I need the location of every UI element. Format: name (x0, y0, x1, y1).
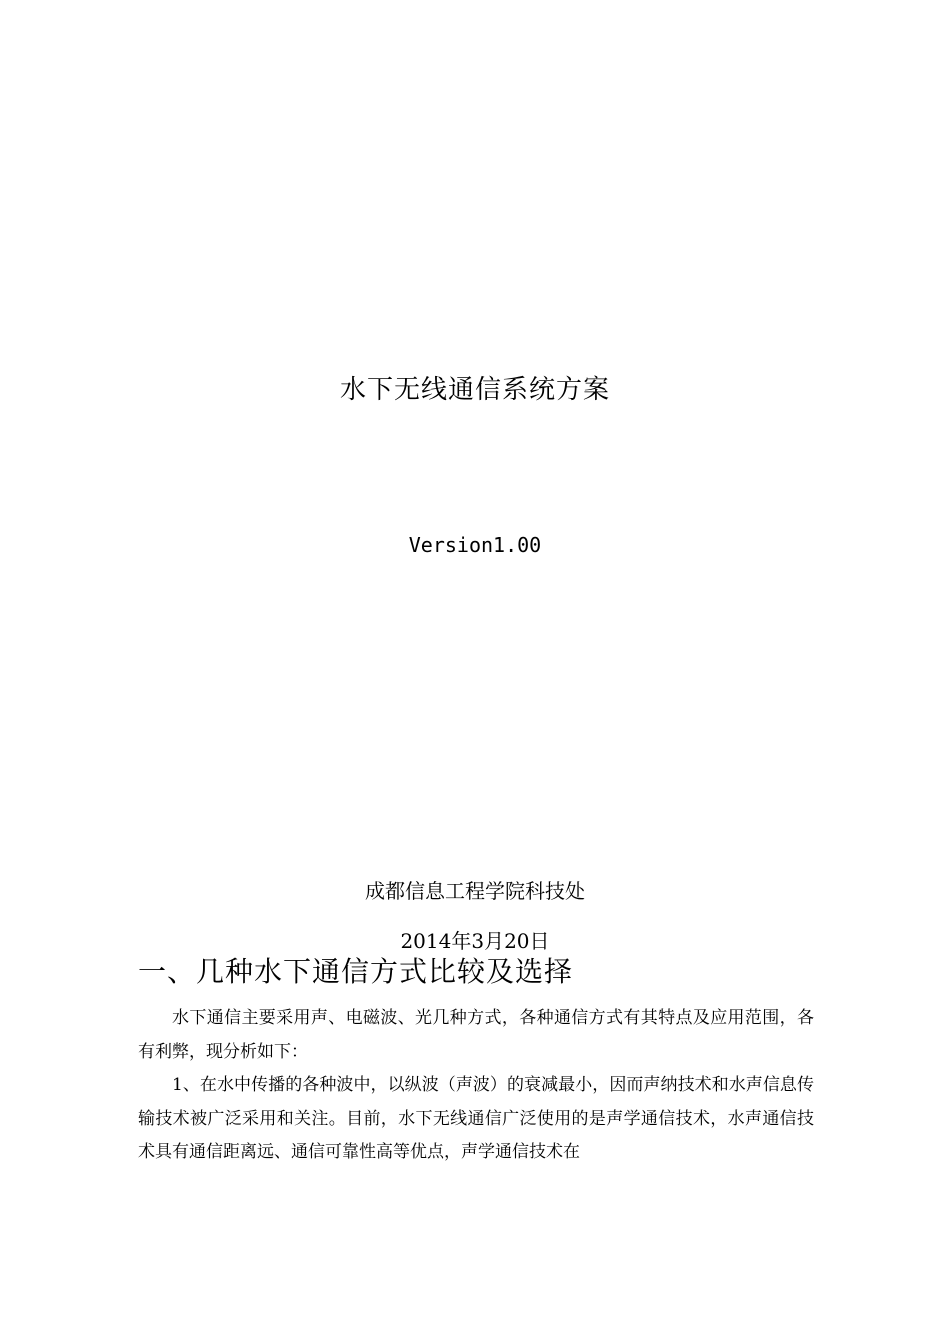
section-heading: 一、几种水下通信方式比较及选择 (138, 955, 574, 988)
document-title: 水下无线通信系统方案 (339, 375, 610, 405)
section-body (138, 1002, 814, 1170)
paragraph-intro: 水下通信主要采用声、电磁波、光几种方式，各种通信方式有其特点及应用范围，各有利弊，现分析如下： (138, 1008, 814, 1062)
document-organization: 成都信息工程学院科技处 (365, 879, 585, 903)
paragraph-acoustic: 1、在水中传播的各种波中，以纵波（声波）的衰减最小，因而声纳技术和水声信息传输技术被广泛采用和关注。目前，水下无线通信广泛使用的是声学通信技术，水声通信技术具有通信距离远、通信可靠性高等优点，声学通信技术在 (138, 1075, 814, 1162)
document-version: Version1.00 (408, 533, 542, 557)
document-date: 2014年3月20日 (400, 929, 550, 953)
